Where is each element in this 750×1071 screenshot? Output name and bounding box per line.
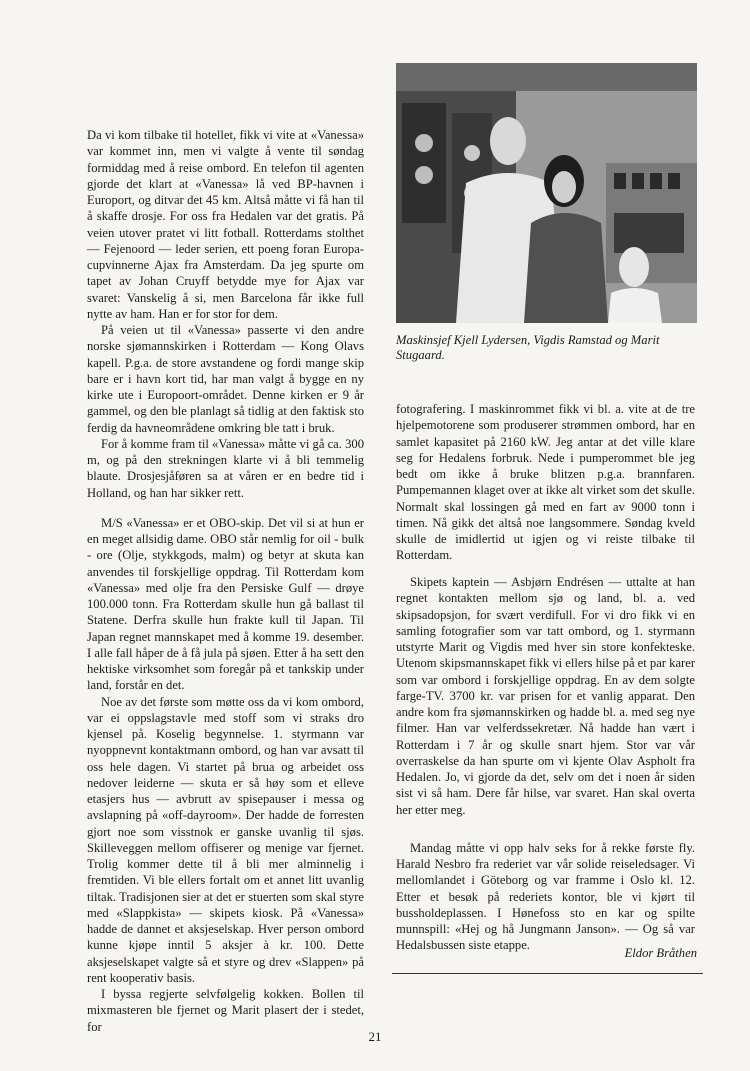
paragraph: Da vi kom tilbake til hotellet, fikk vi vite at «Vanessa» var kommet inn, men vi valgte å vente til søndag formiddag med å reise ombord. En telefon til agenten gjorde det klart at «Vanessa» lå ved BP-havnen i Europort, og ditvar det 45 km. Altså måtte vi få han til å skaffe drosje. For oss fra Hedalen var det gratis. På veien utover pratet vi litt fotball. Rotterdams stolthet — Fejenoord — leder serien, ett poeng foran Europa-cupvinnerne Ajax fra Amsterdam. Da jeg spurte om tapet av Johan Cruyff betydde mye for Ajax var svaret: Vanskelig å si, men Barcelona får ikke full nytte av ham. Han er for stor for dem.	[87, 128, 364, 321]
paragraph: Mandag måtte vi opp halv seks for å rekke første fly. Harald Nesbro fra rederiet var vår solide reiseledsager. Vi mellomlandet i Göteborg og var framme i Oslo kl. 12. Etter et besøk på rederiets kontor, ble vi kjørt til bussholdeplassen. I Hønefoss sto en kar og spilte munnspill: «Hej og hå Jungmann Janson». — Og så var Hedalsbussen siste etappe.	[396, 840, 695, 953]
paragraph: M/S «Vanessa» er et OBO-skip. Det vil si at hun er en meget allsidig dame. OBO står nemlig for oil - bulk - ore (Olje, stykkgods, malm) og betyr at skuta kan anvendes til forskjellige oppdrag. Til Rotterdam kom «Vanessa» med olje fra den Persiske Gulf — drøye 100.000 tonn. Fra Rotterdam skulle hun gå ballast til Statene. Derfra skulle hun frakte kull til Japan. Til Japan regnet mannskapet med å komme 19. desember. I alle fall håper de å få jula på sjøen. Etter å ha sett den hektiske virksomhet som foregår på et tankskip under land, forstår en det.	[87, 515, 364, 693]
photo-illustration	[396, 63, 697, 323]
photo-caption: Maskinsjef Kjell Lydersen, Vigdis Ramstad og Marit Stugaard.	[396, 333, 660, 362]
paragraph: For å komme fram til «Vanessa» måtte vi gå ca. 300 m, og på den strekningen klarte vi å bli temmelig blaute. Drosjesjåføren sa at våren er en bedre tid i Holland, og han har sikker rett.	[87, 436, 364, 500]
paragraph: I byssa regjerte selvfølgelig kokken. Bollen til mixmasteren ble fjernet og Marit plasert der i stedet, for	[87, 987, 364, 1034]
paragraph: fotografering. I maskinrommet fikk vi bl. a. vite at de tre hjelpemotorene som produserer strømmen ombord, har en samlet kapasitet på 2160 kW. Jeg antar at det ville klare seg for Hedalens forbruk. Nede i pumperommet ble jeg bedt om ikke å bruke blitzen p.g.a. brannfaren. Pumpemannen klaget over at ikke alt virket som det skulle. Normalt skal lossingen gå med en fart av 9000 tonn i timen. Nå gikk det altså noe langsommere. Søndag kveld skulle de imidlertid ut igjen og vi reiste tilbake til Rotterdam.	[396, 402, 695, 563]
divider	[392, 973, 703, 974]
engine-room-photo	[396, 63, 697, 323]
paragraph: Noe av det første som møtte oss da vi kom ombord, var ei oppslagstavle med stoff som vi straks dro kjensel på. Koselig begynnelse. 1. styrmann var nyoppnevnt kontaktmann ombord, og han var avsatt til oss hele dagen. Vi startet på brua og arbeidet oss nedover leiderne — skuta er så høy som et elleve etasjers hus — avbrutt av spisepauser i messa og avslapning på «off-dayroom». Der hadde de forresten gjort noe som visstnok er ganske uvanlig til sjøs. Skilleveggen mellom offiserer og menige var fjernet. Trolig kommer dette til å bli mer alminnelig i fremtiden. Vi ble ellers fortalt om et annet litt uvanlig tiltak. Tradisjonen sier at det er stuerten som skal styre med «Slappkista» — skipets kiosk. På «Vanessa» hadde de dannet et aksjeselskap. Hver person ombord kunne kjøpe inntil 5 aksjer à kr. 100. Dette aksjeselskapet valgte så et styre og drev «Slappen» på rent kooperativ basis.	[87, 694, 364, 985]
author-signature: Eldor Bråthen	[624, 946, 697, 960]
right-text-column-bottom	[396, 574, 695, 954]
show-through-heading	[60, 40, 390, 120]
paragraph: På veien ut til «Vanessa» passerte vi den andre norske sjømannskirken i Rotterdam — Kong Olavs kapell. P.g.a. de store avstandene og fordi mange skip bare er i havn kort tid, har man valgt å bygge en ny kirke ute i Europoort-området. Denne kirken er 9 år gammel, og den ble planlagt så tidlig at den faktisk sto ferdig da havneområdene omkring ble tatt i bruk.	[87, 323, 364, 435]
paragraph: Skipets kaptein — Asbjørn Endrésen — uttalte at han regnet kontakten mellom sjø og land, bl. a. ved skipsadopsjon, for svært verdifull. For vi dro fikk vi en samling fotografier som var tatt ombord, og 1. styrmann utstyrte Marit og Vigdis med hver sin store konfekteske. Utenom skipsmannskapet fikk vi ellers hilse på et par karer som var ombord i forskjellige oppdrag. En av dem solgte farge-TV. 3700 kr. var prisen for et vanlig apparat. Den andre kom fra sjømannskirken og hadde bl. a. med seg nye filmer. Han var velferdssekretær. Nå hadde han vært i Rotterdam i 7 år og skulle snart hjem. Stor var vår overraskelse da han spurte om vi kjente Olav Aspholt fra Hedalen. Jo, vi gjorde da det, selv om det i noen år siden sist vi så ham. Dere får hilse, var svaret. Han skal overta her etter meg.	[396, 575, 696, 817]
page-number: 21	[368, 1029, 382, 1044]
right-text-column-top	[396, 401, 695, 564]
left-text-column	[87, 127, 364, 1035]
